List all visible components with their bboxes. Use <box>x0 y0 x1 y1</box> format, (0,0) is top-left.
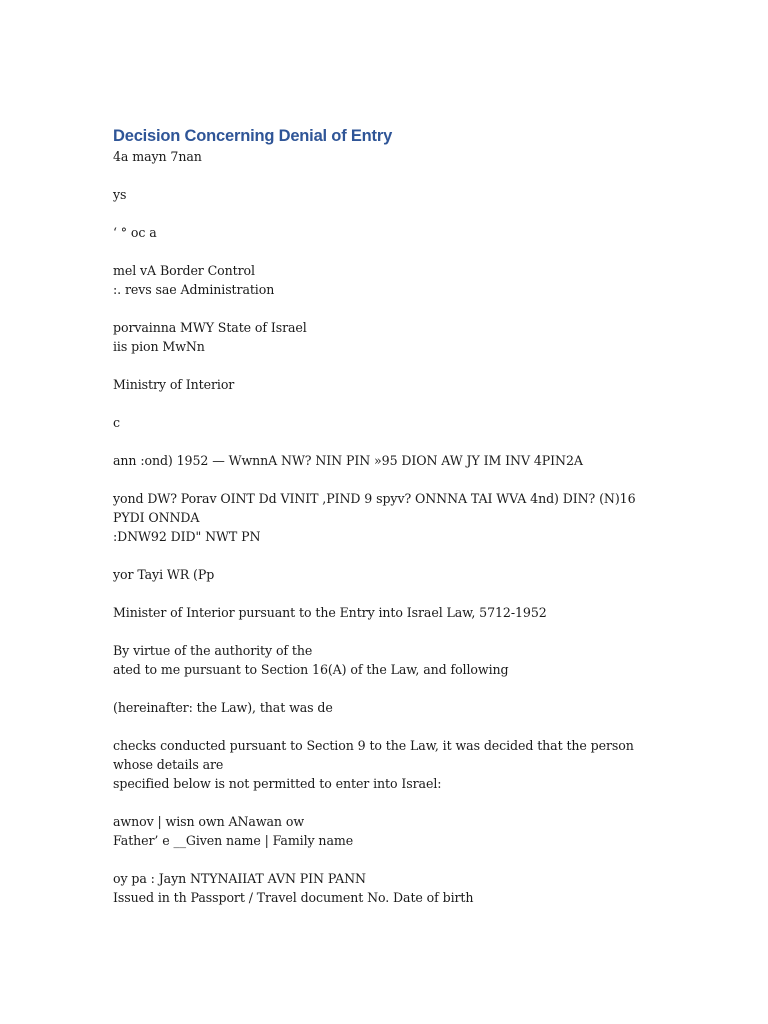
paragraph <box>113 869 653 907</box>
paragraph <box>113 812 653 850</box>
paragraph <box>113 489 653 546</box>
text-line: specified below is not permitted to enter into Israel: <box>113 776 442 791</box>
paragraph <box>113 185 653 204</box>
text-line: 4a mayn 7nan <box>113 149 202 164</box>
text-line: yond DW? Porav OINT Dd VINIT ,PIND 9 spyv? ONNNA TAI WVA 4nd) DIN? (N)16 PYDI ONNDA <box>113 491 636 525</box>
paragraph <box>113 147 653 166</box>
text-line: Minister of Interior pursuant to the Entry into Israel Law, 5712-1952 <box>113 605 547 620</box>
text-line: Ministry of Interior <box>113 377 235 392</box>
text-line: ann :ond) 1952 — WwnnA NW? NIN PIN »95 DION AW JY IM INV 4PIN2A <box>113 453 583 468</box>
document-title: Decision Concerning Denial of Entry <box>113 127 393 145</box>
text-line: c <box>113 415 120 430</box>
text-line: :. revs sae Administration <box>113 282 275 297</box>
text-line: Issued in th Passport / Travel document No. Date of birth <box>113 890 474 905</box>
text-line: ys <box>113 187 127 202</box>
text-line: iis pion MwNn <box>113 339 205 354</box>
text-line: :DNW92 DID" NWT PN <box>113 529 261 544</box>
paragraph <box>113 223 653 242</box>
text-line: awnov | wisn own ANawan ow <box>113 814 304 829</box>
paragraph <box>113 261 653 299</box>
text-line: checks conducted pursuant to Section 9 to the Law, it was decided that the person whose details are <box>113 738 634 772</box>
paragraph <box>113 698 653 717</box>
paragraph <box>113 375 653 394</box>
paragraph <box>113 565 653 584</box>
text-line: Father’ e __Given name | Family name <box>113 833 354 848</box>
paragraph <box>113 736 653 793</box>
paragraph <box>113 641 653 679</box>
text-line: porvainna MWY State of Israel <box>113 320 307 335</box>
paragraph <box>113 451 653 470</box>
text-line: (hereinafter: the Law), that was de <box>113 700 333 715</box>
text-line: ‘ ° oc a <box>113 225 157 240</box>
text-line: By virtue of the authority of the <box>113 643 313 658</box>
text-line: mel vA Border Control <box>113 263 255 278</box>
text-line: yor Tayi WR (Pp <box>113 567 215 582</box>
paragraph <box>113 413 653 432</box>
paragraph <box>113 318 653 356</box>
text-line: oy pa : Jayn NTYNAIIAT AVN PIN PANN <box>113 871 366 886</box>
text-line: ated to me pursuant to Section 16(A) of the Law, and following <box>113 662 509 677</box>
paragraph <box>113 603 653 622</box>
document-body <box>113 125 653 926</box>
